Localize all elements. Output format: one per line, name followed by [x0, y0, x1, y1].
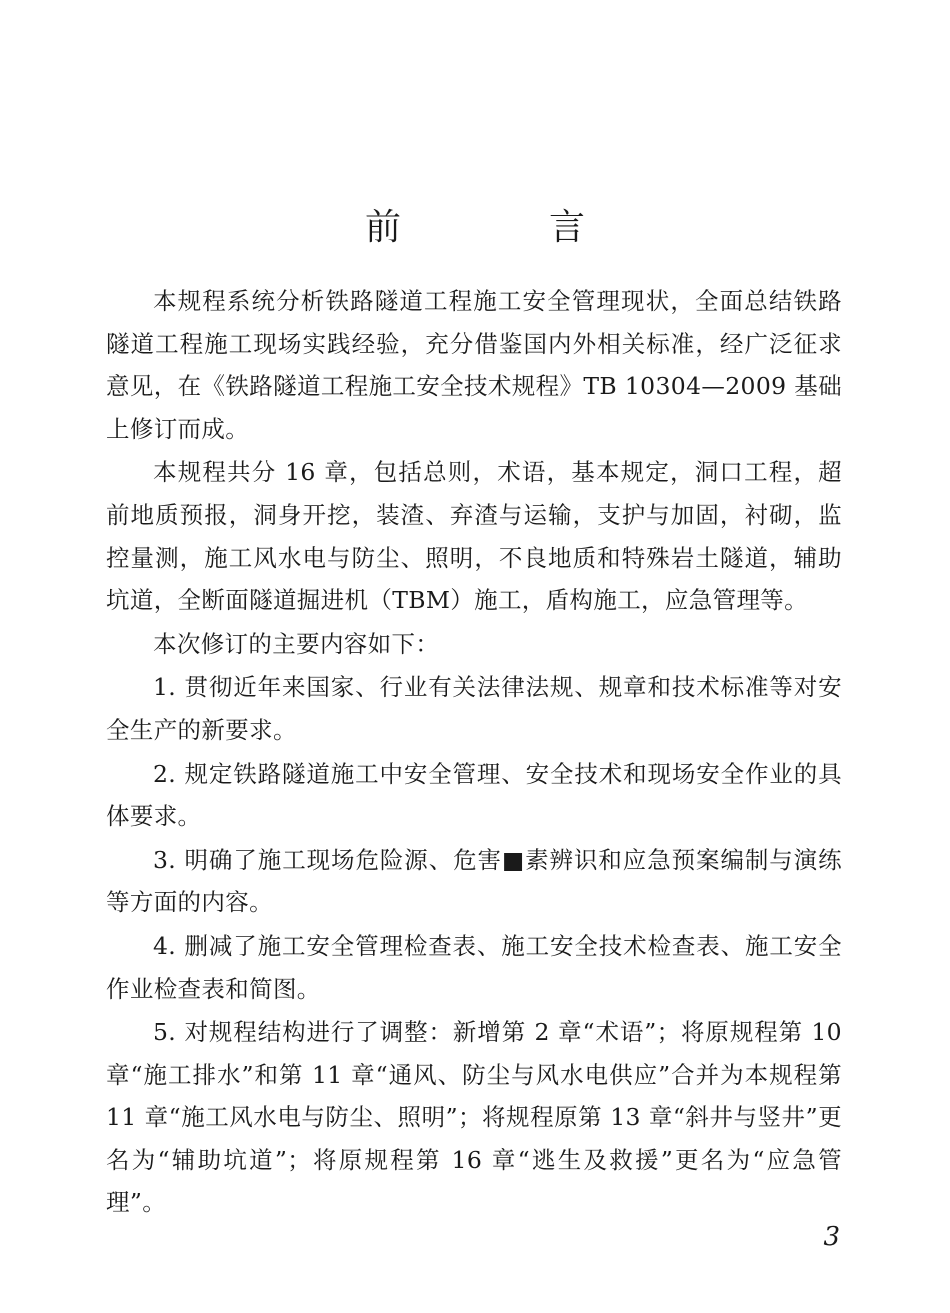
paragraph-revision-heading: 本次修订的主要内容如下： — [153, 629, 440, 658]
paragraph-chapters: 本规程共分 16 章，包括总则，术语，基本规定，洞口工程，超前地质预报，洞身开挖，装渣、弃渣与运输，支护与加固，衬砌，监控量测，施工风水电与防尘、照明，不良地质和特殊岩土隧道，辅助坑道，全断面隧道掘进机（TBM）施工，盾构施工，应急管理等。 — [106, 458, 842, 615]
paragraph-revision-item-1: 1. 贯彻近年来国家、行业有关法律法规、规章和技术标准等对安全生产的新要求。 — [106, 673, 842, 744]
paragraph-revision-item-2: 2. 规定铁路隧道施工中安全管理、安全技术和现场安全作业的具体要求。 — [106, 759, 842, 831]
paragraph-revision-item-4: 4. 删减了施工安全管理检查表、施工安全技术检查表、施工安全作业检查表和简图。 — [106, 931, 842, 1003]
paragraph-revision-item-3: 3. 明确了施工现场危险源、危害■素辨识和应急预案编制与演练等方面的内容。 — [106, 845, 842, 917]
page-title: 前 言 — [364, 207, 641, 248]
paragraph-intro: 本规程系统分析铁路隧道工程施工安全管理现状，全面总结铁路隧道工程施工现场实践经验，充分借鉴国内外相关标准，经广泛征求意见，在《铁路隧道工程施工安全技术规程》TB 10304—2009 基础上修订而成。 — [106, 287, 842, 443]
preface-body — [106, 280, 842, 1225]
paragraph-revision-item-5: 5. 对规程结构进行了调整：新增第 2 章“术语”；将原规程第 10 章“施工排水”和第 11 章“通风、防尘与风水电供应”合并为本规程第 11 章“施工风水电与防尘、照明”；将规程原第 13 章“斜井与竖井”更名为“辅助坑道”；将原规程第 16 章“逃生及救援”更名为“应急管理”。 — [106, 1018, 842, 1217]
page-number: 3 — [823, 1222, 840, 1252]
